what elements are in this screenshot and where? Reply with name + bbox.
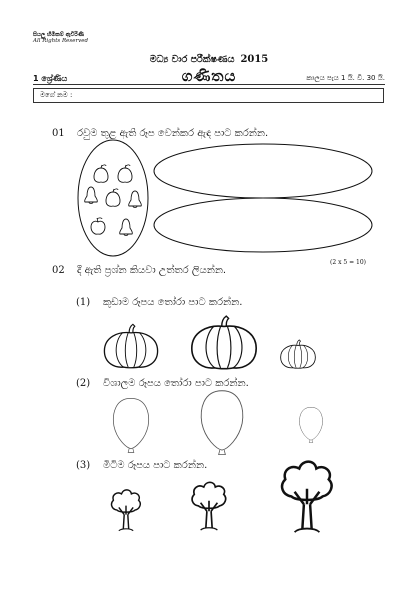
time-allowed: කාලය පැය 1 යි. වි. 30 යි. (306, 74, 385, 82)
balloon-large-icon (201, 391, 243, 455)
copyright-sinhala: සියලු හිමිකම් ඇවිරිණි (33, 32, 84, 38)
part-3-number: (3) (76, 460, 91, 471)
pumpkin-medium-icon (104, 324, 157, 367)
balloon-medium-icon (113, 398, 148, 452)
copyright-english: All Rights Reserved (33, 38, 88, 44)
fruit-icon (106, 189, 120, 206)
figures-oval (78, 140, 148, 256)
question-1-text: රවුම තුළ ඇති රූප වෙන්කර ඇඳ පාට කරන්න. (77, 128, 269, 139)
balloon-small-icon (300, 407, 323, 442)
bell-shape-icon (85, 187, 98, 204)
part-1-number: (1) (76, 297, 91, 308)
fruit-icon (94, 165, 108, 182)
part-2-number: (2) (76, 378, 91, 389)
question-2-text: දී ඇති ප්‍රශ්න කියවා උත්තර ලියන්න. (77, 265, 227, 276)
fruit-icon (118, 165, 132, 182)
apple-icon (91, 218, 105, 234)
bell-shape-icon (129, 191, 142, 208)
pumpkin-large-icon (192, 316, 256, 369)
question-1-marks: (2 x 5 = 10) (330, 259, 366, 266)
subject-title: ගණිතය (181, 67, 237, 85)
exam-name: මධ්‍ය වාර පරීක්ෂණය (149, 54, 235, 65)
question-1-number: 01 (52, 128, 65, 139)
tree-medium-icon (192, 482, 226, 530)
name-label: මගේ නම : (40, 91, 73, 99)
tree-tall-icon (282, 462, 331, 533)
pumpkin-small-icon (281, 340, 316, 368)
exam-year: 2015 (240, 54, 269, 65)
bell-shape-icon (120, 219, 133, 236)
tree-short-icon (112, 490, 141, 531)
answer-ellipse-top (154, 144, 372, 198)
part-2-text: විශාලම රූපය තෝරා පාට කරන්න. (103, 378, 249, 389)
question-2-number: 02 (52, 265, 65, 276)
answer-ellipse-bottom (154, 198, 372, 252)
grade-label: 1 ශ්‍රේණිය (33, 74, 68, 83)
part-1-text: කුඩාම රූපය තෝරා පාට කරන්න. (103, 297, 243, 308)
part-3-text: මිටිම රූපය පාට කරන්න. (103, 460, 208, 471)
